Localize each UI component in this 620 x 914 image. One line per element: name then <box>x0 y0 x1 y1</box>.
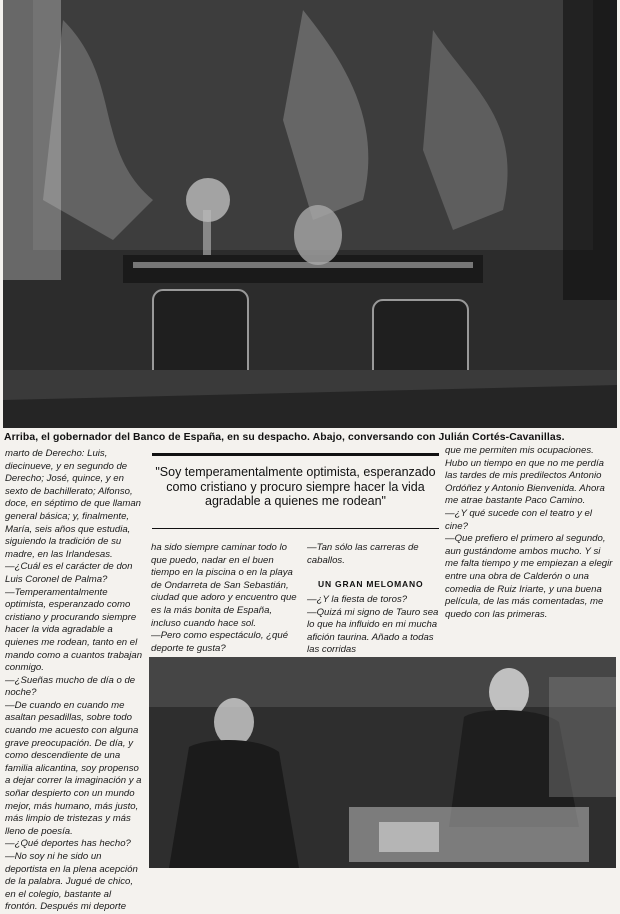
office-scene-illustration <box>3 0 617 428</box>
paragraph: ha sido siempre caminar todo lo que puedo, nadar en el buen tiempo en la piscina o en la playa de Ondarreta de San Sebastián, ciudad que adoro y encuentro que es la más bonita de España, incluso cuando hace sol. <box>151 542 297 629</box>
photo-caption: Arriba, el gobernador del Banco de España, en su despacho. Abajo, conversando con Julián Cortés-Cavanillas. <box>4 432 565 443</box>
paragraph: —Quizá mi signo de Tauro sea lo que ha influido en mi mucha afición taurina. Añado a todas las corridas <box>307 606 439 656</box>
paragraph: —Temperamentalmente optimista, esperanzado como cristiano y procurando siempre hacer la vida agradable a quienes me rodean, tanto en el mando como a cuantos trabajan conmigo. <box>5 586 143 674</box>
pull-quote: "Soy temperamentalmente optimista, esperanzado como cristiano y procuro siempre hacer la vida agradable a quienes me rodean" <box>152 453 439 529</box>
paragraph: que me permiten mis ocupaciones. Hubo un tiempo en que no me perdía las tardes de mis predilectos Antonio Ordóñez y Antonio Bienvenida. Ahora me atrae bastante Paco Camino. <box>445 445 605 507</box>
paragraph: —Que prefiero el primero al segundo, aun gustándome ambos mucho. Y si me falta tiempo y me empiezan a elegir entre una obra de Calderón o una comedia de Ruiz Iriarte, y una buena película, de las más comentadas, me quedo con las primeras. <box>445 533 613 620</box>
section-subhead: UN GRAN MELOMANO <box>318 579 424 589</box>
paragraph: —¿Sueñas mucho de día o de noche? <box>5 674 136 699</box>
paragraph: marto de Derecho: Luis, diecinueve, y en segundo de Derecho; José, quince, y en sexto de bachillerato; Alfonso, doce, en séptimo de que llaman general básica; y, finalmente, María, seis años que estudia, siguiendo la tradición de su madre, en las Irlandesas. <box>5 448 141 560</box>
paragraph: —¿Y la fiesta de toros? <box>307 594 408 605</box>
article-column-2 <box>151 542 301 655</box>
article-column-4 <box>445 445 615 621</box>
paragraph: —Pero como espectáculo, ¿qué deporte te gusta? <box>151 630 289 654</box>
article-column-3-continued <box>307 594 440 657</box>
article-column-3 <box>307 542 440 567</box>
paragraph: —Tan sólo las carreras de caballos. <box>307 542 419 566</box>
paragraph: —¿Y qué sucede con el teatro y el cine? <box>445 507 593 532</box>
article-column-1 <box>5 448 143 914</box>
conversation-scene-illustration <box>149 657 616 868</box>
paragraph: —No soy ni he sido un deportista en la plena acepción de la palabra. Jugué de chico, en el colegio, bastante al frontón. Después mi deporte <box>5 851 138 913</box>
bottom-photo <box>149 657 616 868</box>
paragraph: —¿Qué deportes has hecho? <box>5 838 131 850</box>
paragraph: —De cuando en cuando me asaltan pesadillas, sobre todo cuando me acuesto con alguna grave preocupación. De día, y como descendiente de una familia alicantina, soy propenso a dejar correr la imaginación y a soñar despierto con un mundo mejor, más humano, más justo, más limpio de tristezas y más lleno de poesía. <box>5 699 142 837</box>
paragraph: —¿Cuál es el carácter de don Luis Coronel de Palma? <box>5 561 133 585</box>
top-photo <box>3 0 617 428</box>
